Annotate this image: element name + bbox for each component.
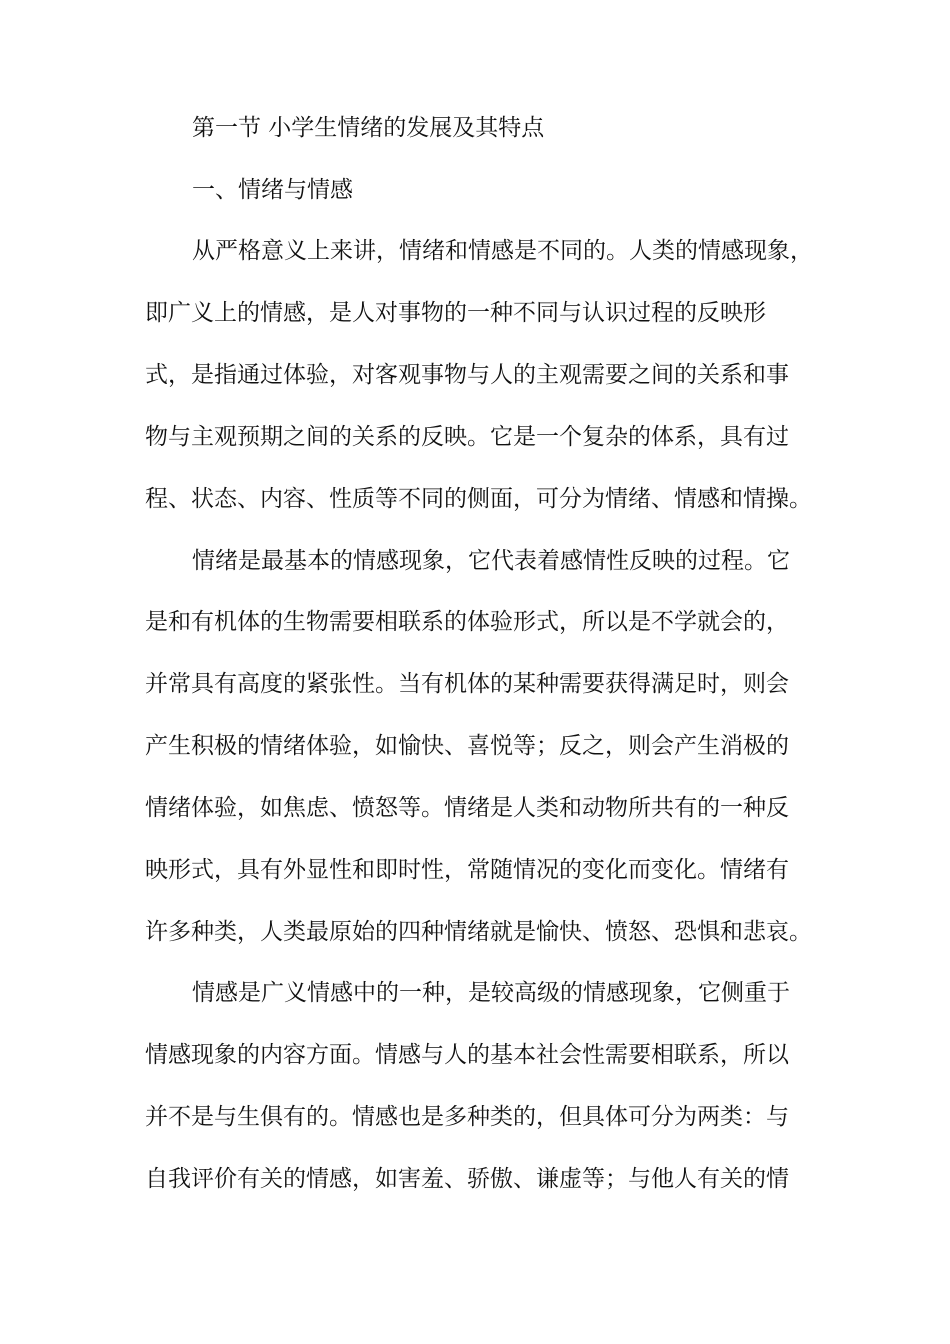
paragraph-1-line-3: 式，是指通过体验，对客观事物与人的主观需要之间的关系和事 <box>145 362 789 388</box>
paragraph-1-line-4: 物与主观预期之间的关系的反映。它是一个复杂的体系，具有过 <box>145 424 789 450</box>
paragraph-2-line-1: 情绪是最基本的情感现象，它代表着感情性反映的过程。它 <box>192 548 790 574</box>
paragraph-2-line-2: 是和有机体的生物需要相联系的体验形式，所以是不学就会的， <box>145 609 789 635</box>
paragraph-3-line-3: 并不是与生俱有的。情感也是多种类的，但具体可分为两类：与 <box>145 1104 789 1130</box>
paragraph-3-line-1: 情感是广义情感中的一种，是较高级的情感现象，它侧重于 <box>192 980 790 1006</box>
paragraph-1-line-1: 从严格意义上来讲，情绪和情感是不同的。人类的情感现象， <box>192 238 813 264</box>
paragraph-2-line-7: 许多种类，人类最原始的四种情绪就是愉快、愤怒、恐惧和悲哀。 <box>145 919 812 945</box>
paragraph-2-line-4: 产生积极的情绪体验，如愉快、喜悦等；反之，则会产生消极的 <box>145 733 789 759</box>
paragraph-2-line-5: 情绪体验，如焦虑、愤怒等。情绪是人类和动物所共有的一种反 <box>145 795 789 821</box>
paragraph-1-line-2: 即广义上的情感，是人对事物的一种不同与认识过程的反映形 <box>145 300 766 326</box>
section-title: 第一节 小学生情绪的发展及其特点 <box>192 115 545 141</box>
paragraph-3-line-4: 自我评价有关的情感，如害羞、骄傲、谦虚等；与他人有关的情 <box>145 1166 789 1192</box>
paragraph-2-line-6: 映形式，具有外显性和即时性，常随情况的变化而变化。情绪有 <box>145 857 789 883</box>
subheading: 一、情绪与情感 <box>192 177 353 203</box>
paragraph-1-line-5: 程、状态、内容、性质等不同的侧面，可分为情绪、情感和情操。 <box>145 486 812 512</box>
paragraph-3-line-2: 情感现象的内容方面。情感与人的基本社会性需要相联系，所以 <box>145 1042 789 1068</box>
paragraph-2-line-3: 并常具有高度的紧张性。当有机体的某种需要获得满足时，则会 <box>145 671 789 697</box>
